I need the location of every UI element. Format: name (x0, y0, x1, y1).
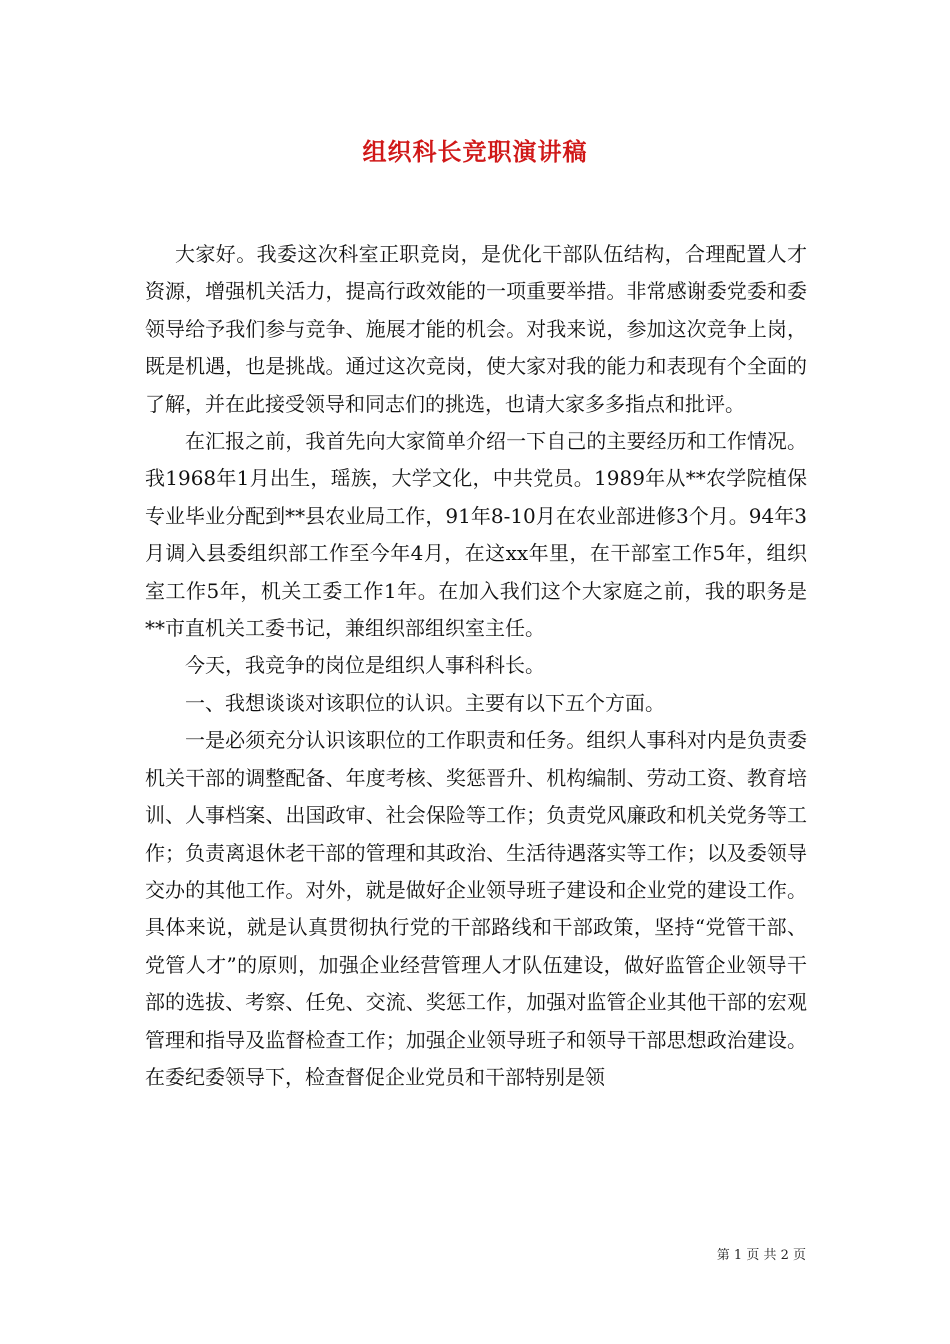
paragraph-3: 今天，我竞争的岗位是组织人事科科长。 (185, 653, 545, 678)
document-title: 组织科长竞职演讲稿 (362, 137, 588, 166)
paragraph-4: 一、我想谈谈对该职位的认识。主要有以下五个方面。 (185, 690, 665, 715)
document-body (145, 236, 807, 1096)
paragraph-1: 大家好。我委这次科室正职竞岗，是优化干部队伍结构，合理配置人才资源，增强机关活力，提高行政效能的一项重要举措。非常感谢委党委和委领导给予我们参与竞争、施展才能的机会。对我来说，参加这次竞争上岗，既是机遇，也是挑战。通过这次竞岗，使大家对我的能力和表现有个全面的了解，并在此接受领导和同志们的挑选，也请大家多多指点和批评。 (145, 242, 807, 416)
page-number: 第 1 页 共 2 页 (716, 1248, 806, 1263)
paragraph-2: 在汇报之前，我首先向大家简单介绍一下自己的主要经历和工作情况。我1968年1月出生，瑶族，大学文化，中共党员。1989年从**农学院植保专业毕业分配到**县农业局工作，91年8-10月在农业部进修3个月。94年3月调入县委组织部工作至今年4月，在这xx年里，在干部室工作5年，组织室工作5年，机关工委工作1年。在加入我们这个大家庭之前，我的职务是**市直机关工委书记，兼组织部组织室主任。 (145, 429, 807, 641)
paragraph-5: 一是必须充分认识该职位的工作职责和任务。组织人事科对内是负责委机关干部的调整配备、年度考核、奖惩晋升、机构编制、劳动工资、教育培训、人事档案、出国政审、社会保险等工作；负责党风廉政和机关党务等工作；负责离退休老干部的管理和其政治、生活待遇落实等工作；以及委领导交办的其他工作。对外，就是做好企业领导班子建设和企业党的建设工作。具体来说，就是认真贯彻执行党的干部路线和干部政策，坚持“党管干部、党管人才”的原则，加强企业经营管理人才队伍建设，做好监管企业领导干部的选拔、考察、任免、交流、奖惩工作，加强对监管企业其他干部的宏观管理和指导及监督检查工作；加强企业领导班子和领导干部思想政治建设。在委纪委领导下，检查督促企业党员和干部特别是领 (145, 728, 807, 1089)
